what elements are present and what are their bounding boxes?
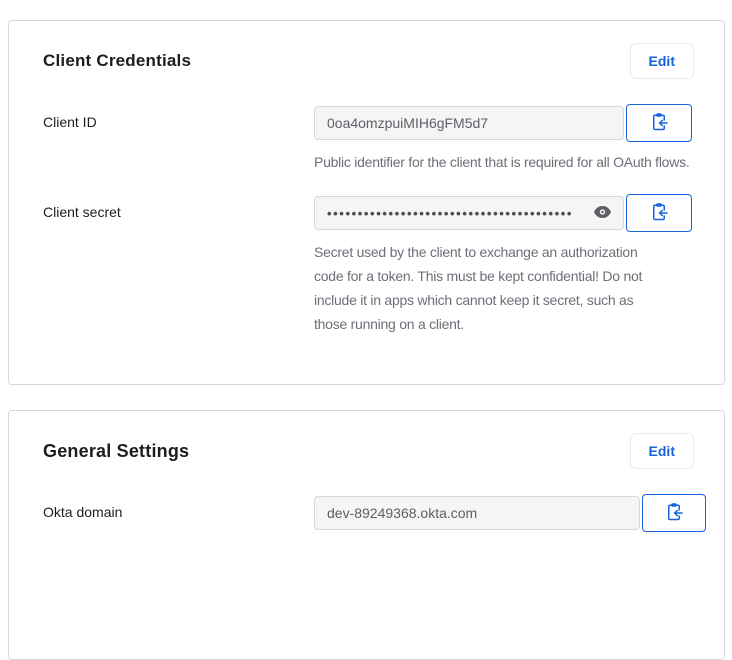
copy-client-secret-button[interactable]: [626, 194, 692, 232]
client-secret-help: Secret used by the client to exchange an authorization code for a token. This must be kept confidential! Do not include it in apps which cannot keep it secret, such as those running on a client.: [314, 244, 643, 332]
general-settings-card: [8, 410, 725, 660]
reveal-secret-toggle[interactable]: [594, 205, 611, 221]
general-settings-title: General Settings: [43, 440, 190, 461]
client-secret-label: Client secret: [43, 204, 121, 220]
okta-domain-value: dev-89249368.okta.com: [327, 505, 478, 521]
edit-general-settings-button[interactable]: Edit: [630, 433, 694, 469]
okta-domain-label: Okta domain: [43, 504, 123, 520]
copy-client-id-button[interactable]: [626, 104, 692, 142]
client-id-help: Public identifier for the client that is required for all OAuth flows.: [314, 154, 690, 170]
okta-domain-field: [314, 494, 706, 532]
clipboard-copy-icon: [650, 112, 668, 135]
client-credentials-card: [8, 20, 725, 385]
client-id-value: 0oa4omzpuiMIH6gFM5d7: [327, 115, 489, 131]
client-id-label: Client ID: [43, 114, 97, 130]
copy-okta-domain-button[interactable]: [642, 494, 706, 532]
client-credentials-title: Client Credentials: [43, 51, 192, 70]
eye-icon: [594, 205, 611, 221]
client-id-field: [314, 104, 692, 174]
client-id-row: [9, 104, 724, 174]
client-credentials-header: [9, 21, 724, 79]
okta-domain-input[interactable]: [314, 496, 640, 530]
masked-secret-value: ••••••••••••••••••••••••••••••••••••••••: [327, 205, 574, 221]
okta-domain-row: [9, 494, 724, 532]
client-secret-row: [9, 194, 724, 336]
client-secret-input[interactable]: [314, 196, 624, 230]
clipboard-copy-icon: [665, 502, 683, 525]
client-secret-field: [314, 194, 692, 336]
edit-client-credentials-button[interactable]: Edit: [630, 43, 694, 79]
general-settings-header: [9, 411, 724, 469]
client-id-input[interactable]: [314, 106, 624, 140]
clipboard-copy-icon: [650, 202, 668, 225]
